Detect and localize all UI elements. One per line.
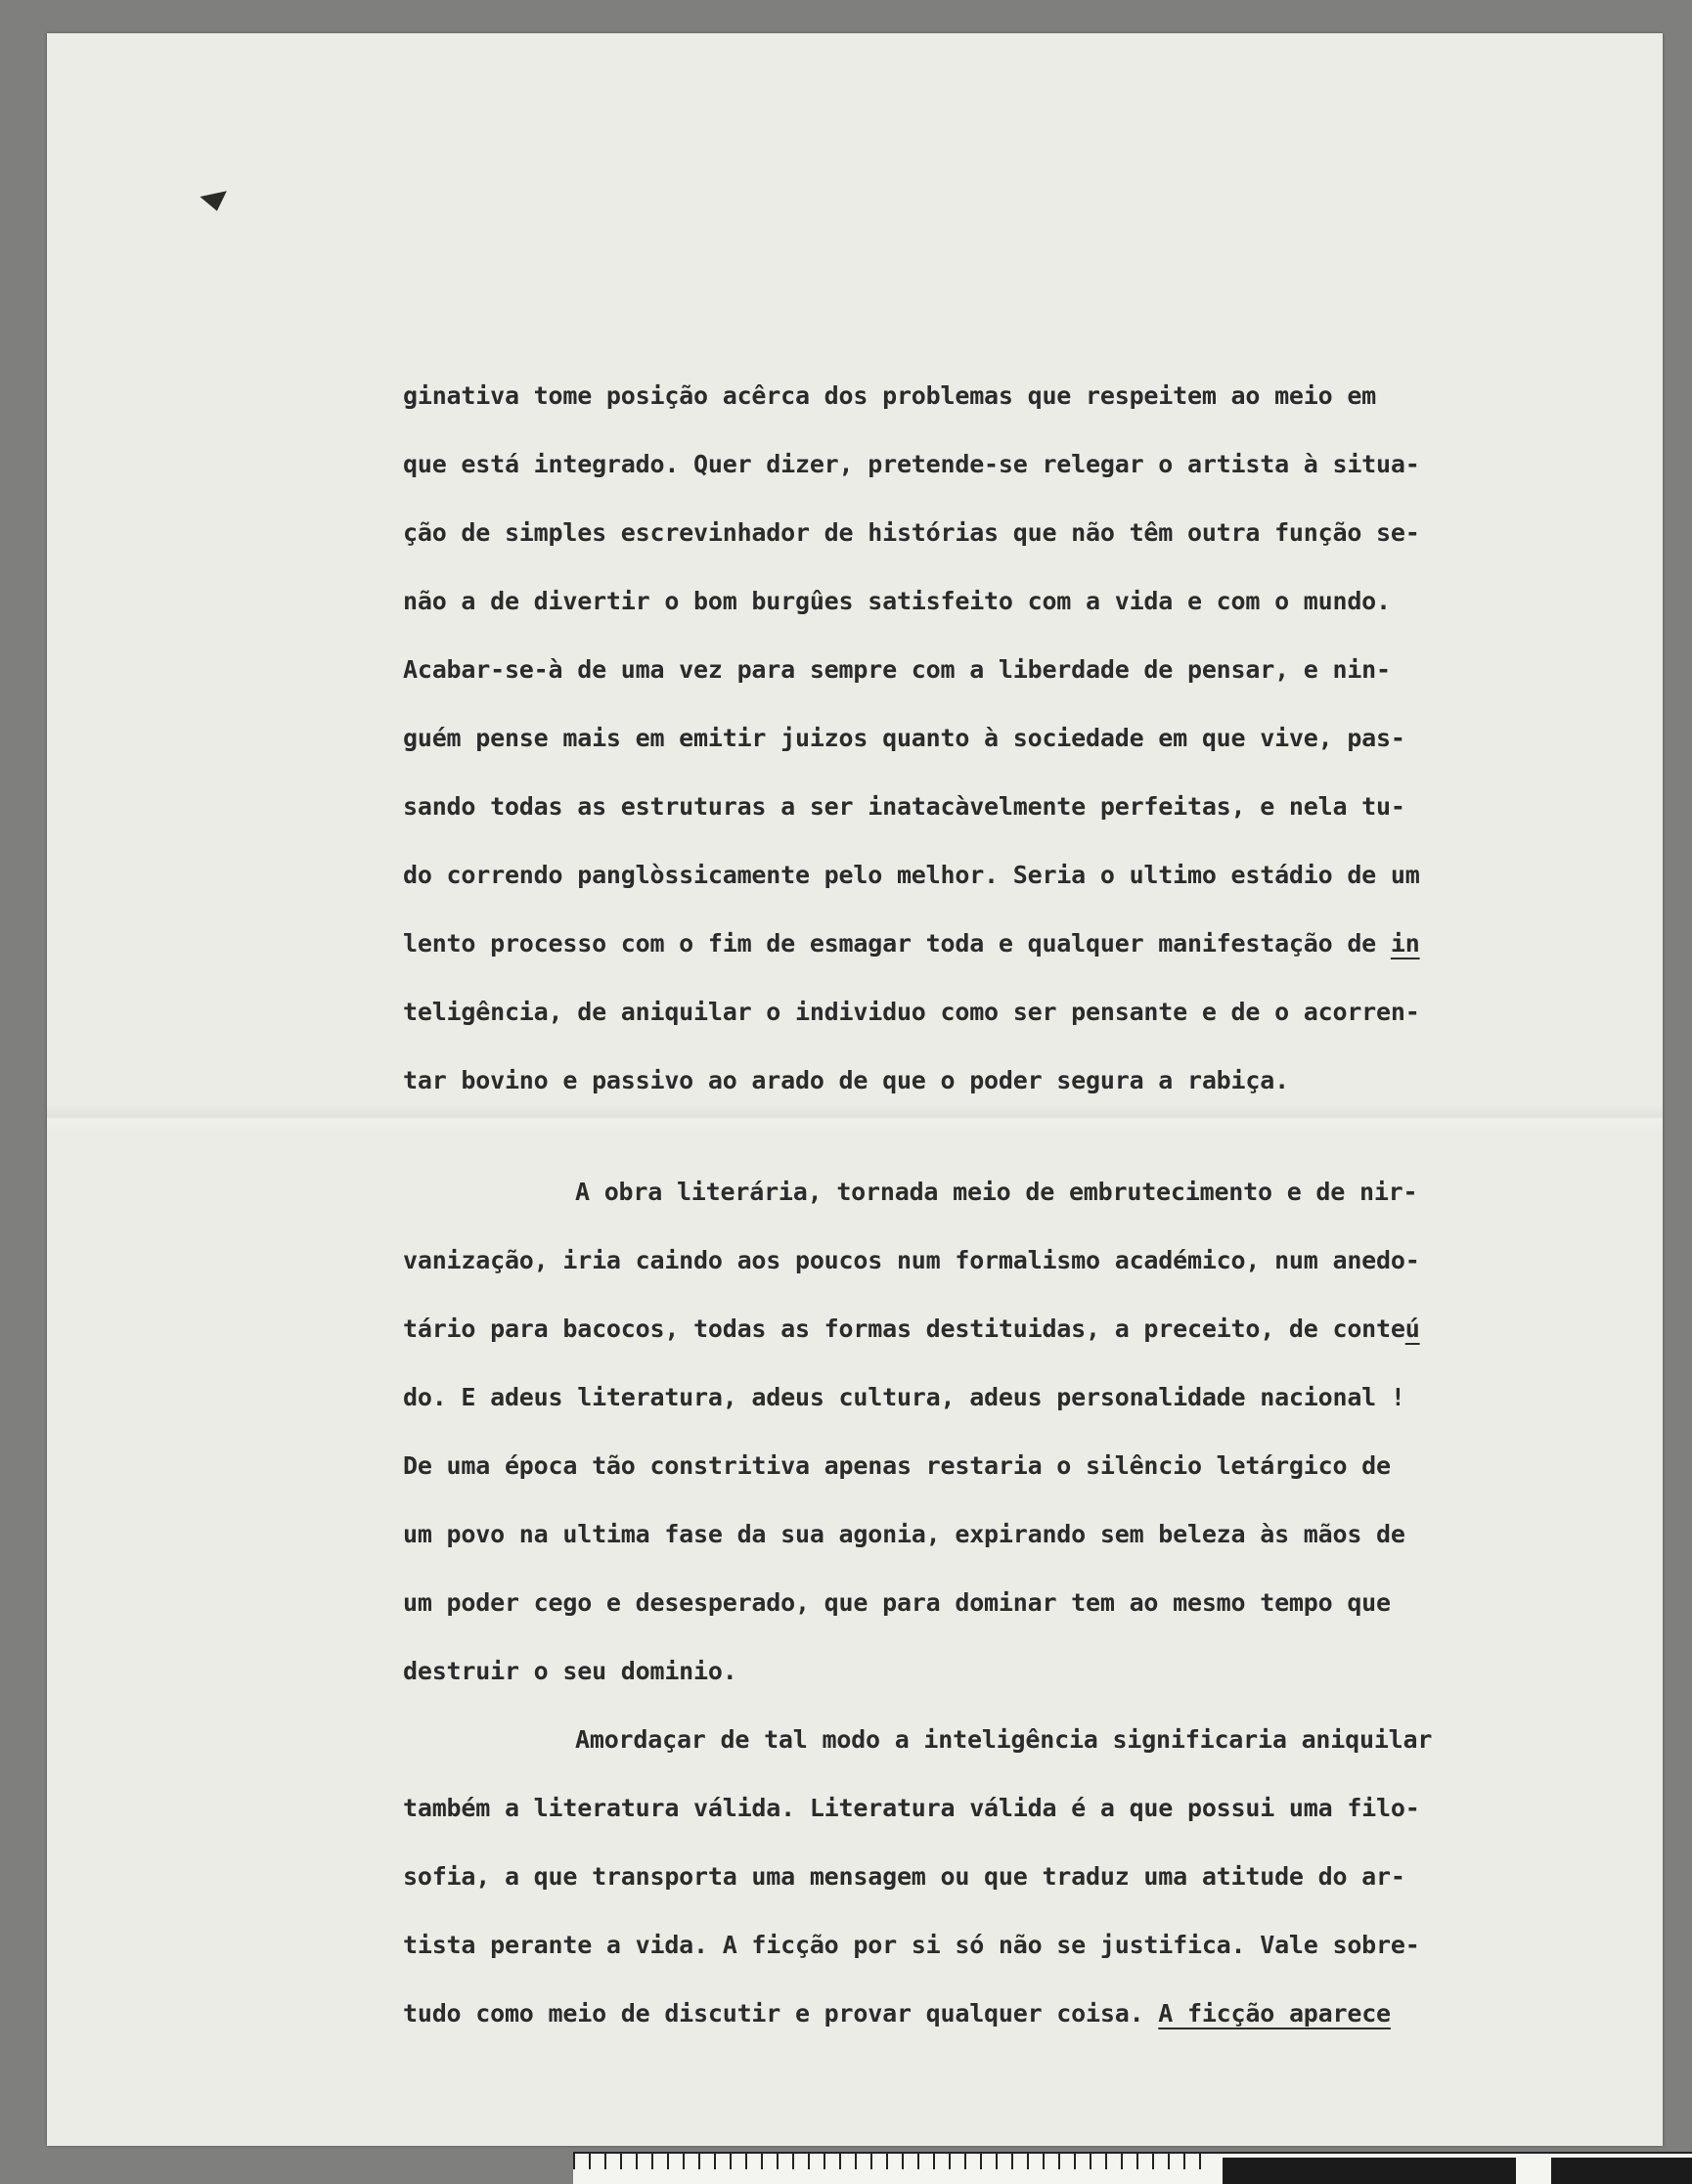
text-line: não a de divertir o bom burgûes satisfeito com a vida e com o mundo. <box>403 587 1391 615</box>
text-line: destruir o seu dominio. <box>403 1657 737 1685</box>
text-line: ção de simples escrevinhador de histórias que não têm outra função se- <box>403 518 1420 547</box>
text-line: também a literatura válida. Literatura válida é a que possui uma filo- <box>403 1794 1420 1822</box>
text-line <box>403 910 1602 978</box>
text-line: tista perante a vida. A ficção por si só não se justifica. Vale sobre- <box>403 1931 1420 1959</box>
ink-mark-icon <box>200 191 230 213</box>
paragraph-2 <box>403 1158 1602 1706</box>
text-line: Amordaçar de tal modo a inteligência significaria aniquilar <box>575 1725 1433 1754</box>
color-bar-black-2 <box>1551 2158 1692 2184</box>
text-line: do. E adeus literatura, adeus cultura, adeus personalidade nacional ! <box>403 1383 1405 1411</box>
text-line: sofia, a que transporta uma mensagem ou que traduz uma atitude do ar- <box>403 1862 1405 1891</box>
text-line: Acabar-se-à de uma vez para sempre com a liberdade de pensar, e nin- <box>403 655 1391 684</box>
text-line: guém pense mais em emitir juizos quanto à sociedade em que vive, pas- <box>403 724 1405 752</box>
text-line <box>403 1295 1602 1363</box>
underlined-text: ú <box>1404 1315 1420 1343</box>
text-line: sando todas as estruturas a ser inatacàvelmente perfeitas, e nela tu- <box>403 792 1405 821</box>
text-span: lento processo com o fim de esmagar toda e qualquer manifestação de <box>403 929 1391 958</box>
text-line: De uma época tão constritiva apenas restaria o silêncio letárgico de <box>403 1451 1391 1480</box>
document-page <box>47 33 1663 2146</box>
paragraph-1 <box>403 362 1602 1115</box>
color-bar-black <box>1223 2158 1516 2184</box>
scale-ruler <box>573 2152 1692 2184</box>
text-line: que está integrado. Quer dizer, pretende-se relegar o artista à situa- <box>403 450 1420 478</box>
text-line: tar bovino e passivo ao arado de que o poder segura a rabiça. <box>403 1066 1289 1094</box>
text-span: tudo como meio de discutir e provar qualquer coisa. <box>403 1999 1159 2028</box>
underlined-text: in <box>1390 929 1420 958</box>
text-line: um poder cego e desesperado, que para dominar tem ao mesmo tempo que <box>403 1588 1391 1617</box>
underlined-text: A ficção aparece <box>1158 1999 1391 2028</box>
typed-text-body <box>403 362 1602 2048</box>
text-line: um povo na ultima fase da sua agonia, expirando sem beleza às mãos de <box>403 1520 1405 1548</box>
text-line: vanização, iria caindo aos poucos num formalismo académico, num anedo- <box>403 1246 1420 1274</box>
text-line: teligência, de aniquilar o individuo como ser pensante e de o acorren- <box>403 998 1420 1026</box>
ruler-ticks <box>573 2154 1209 2169</box>
paragraph-3 <box>403 1706 1602 2048</box>
text-span: tário para bacocos, todas as formas destituidas, a preceito, de conte <box>403 1315 1405 1343</box>
text-line: ginativa tome posição acêrca dos problemas que respeitem ao meio em <box>403 381 1377 410</box>
text-line: do correndo panglòssicamente pelo melhor. Seria o ultimo estádio de um <box>403 861 1420 889</box>
text-line <box>403 1980 1602 2048</box>
text-line: A obra literária, tornada meio de embrutecimento e de nir- <box>575 1178 1418 1206</box>
